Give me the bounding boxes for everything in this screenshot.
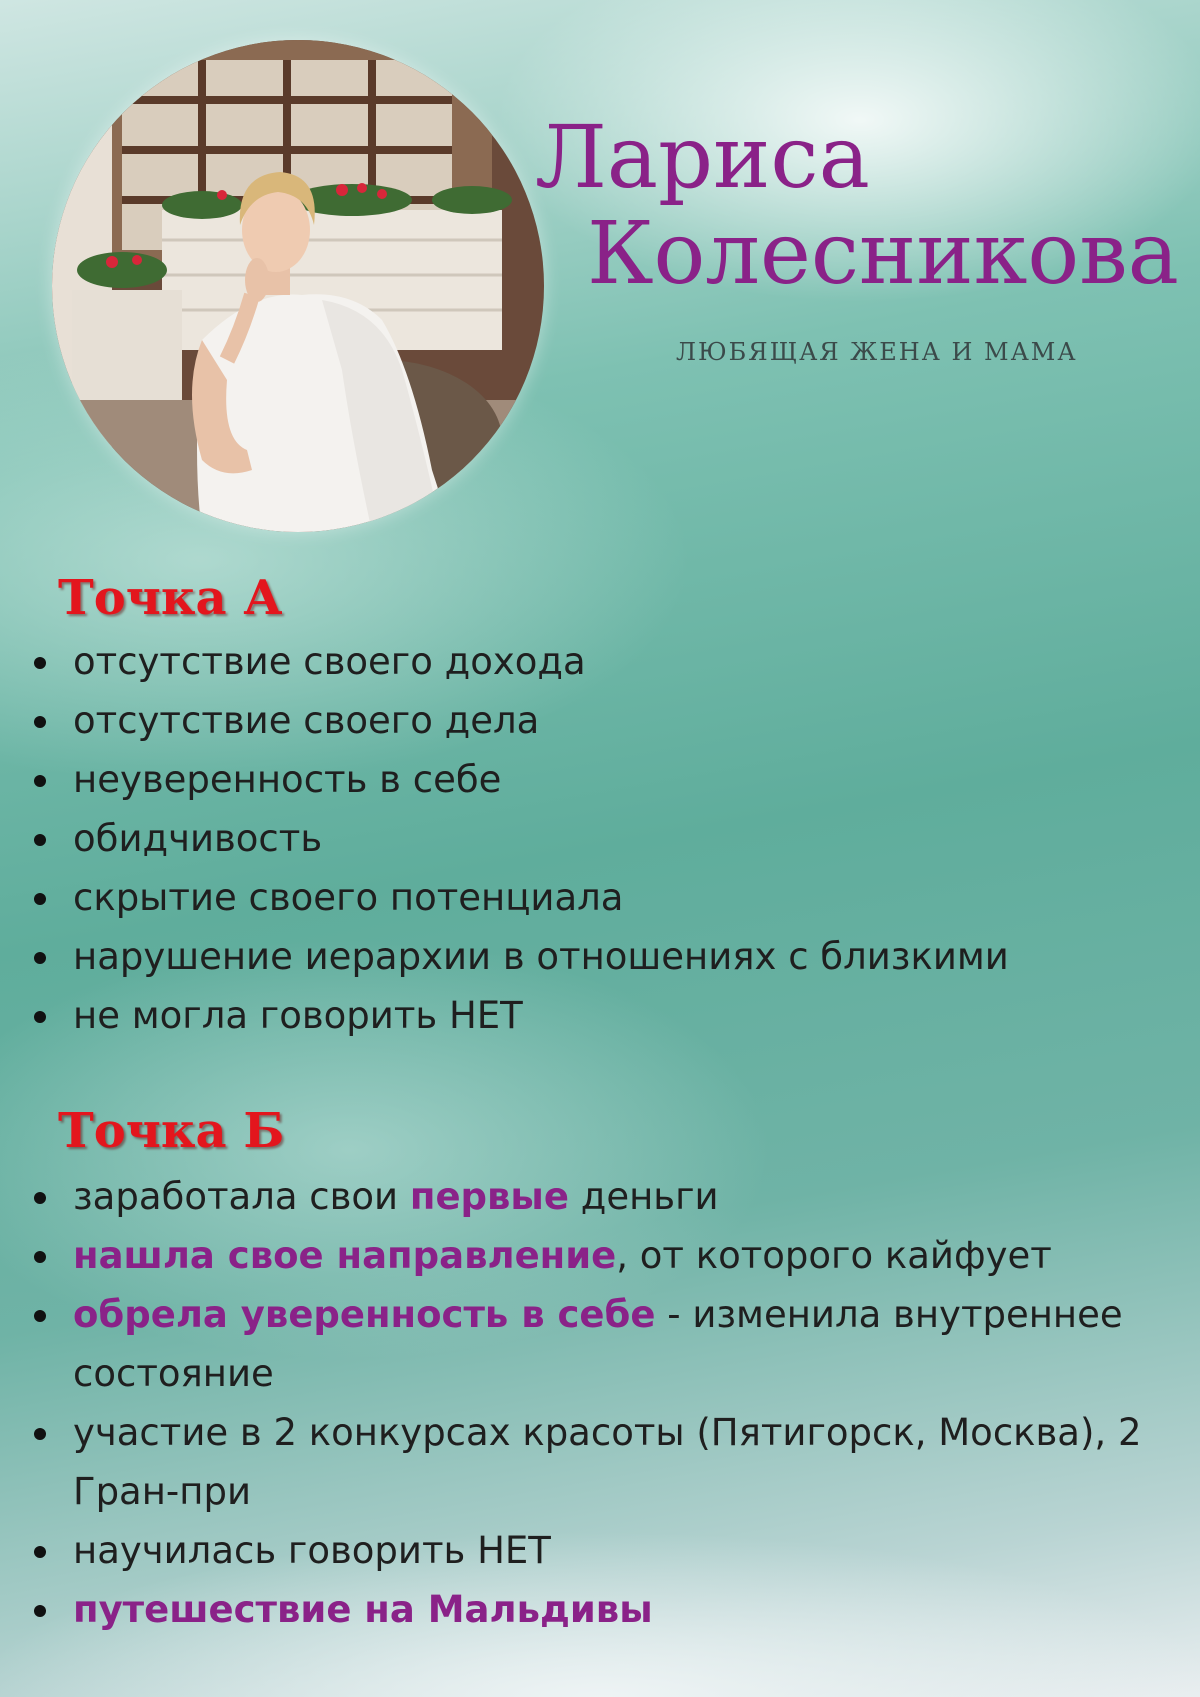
highlighted-text: нашла свое направление: [73, 1234, 617, 1277]
portrait-illustration: [52, 40, 544, 532]
point-a-list: [0, 632, 1150, 1045]
point-a-item: отсутствие своего дохода: [0, 632, 1150, 691]
point-a-item: скрытие своего потенциала: [0, 868, 1150, 927]
point-b-item: [0, 1580, 1150, 1639]
name-first: Лариса: [535, 108, 870, 208]
point-a-title: Точка А: [58, 570, 283, 626]
point-b-title: Точка Б: [58, 1103, 285, 1159]
highlighted-text: путешествие на Мальдивы: [73, 1588, 653, 1631]
item-text: заработала свои: [73, 1175, 410, 1218]
point-b-item: [0, 1403, 1150, 1521]
highlighted-text: первые: [409, 1175, 569, 1218]
item-text: участие в 2 конкурсах красоты (Пятигорск, Москва), 2 Гран-при: [73, 1411, 1142, 1513]
subtitle: ЛЮБЯЩАЯ ЖЕНА И МАМА: [676, 338, 1078, 366]
point-b-item: [0, 1285, 1150, 1403]
item-text: , от которого кайфует: [616, 1234, 1052, 1277]
profile-photo: [52, 40, 544, 532]
point-b-item: [0, 1226, 1150, 1285]
item-text: - изменила внутреннее состояние: [73, 1293, 1123, 1395]
item-text: деньги: [569, 1175, 719, 1218]
point-a-item: неуверенность в себе: [0, 750, 1150, 809]
item-text: научилась говорить НЕТ: [73, 1529, 551, 1572]
point-a-item: нарушение иерархии в отношениях с близкими: [0, 927, 1150, 986]
point-a-item: отсутствие своего дела: [0, 691, 1150, 750]
point-b-item: [0, 1521, 1150, 1580]
point-a-item: обидчивость: [0, 809, 1150, 868]
point-b-item: [0, 1167, 1150, 1226]
person-name: [535, 110, 1185, 302]
highlighted-text: обрела уверенность в себе: [73, 1293, 656, 1336]
point-b-list: [0, 1167, 1150, 1639]
name-last: Колесникова: [587, 204, 1179, 304]
point-a-item: не могла говорить НЕТ: [0, 986, 1150, 1045]
